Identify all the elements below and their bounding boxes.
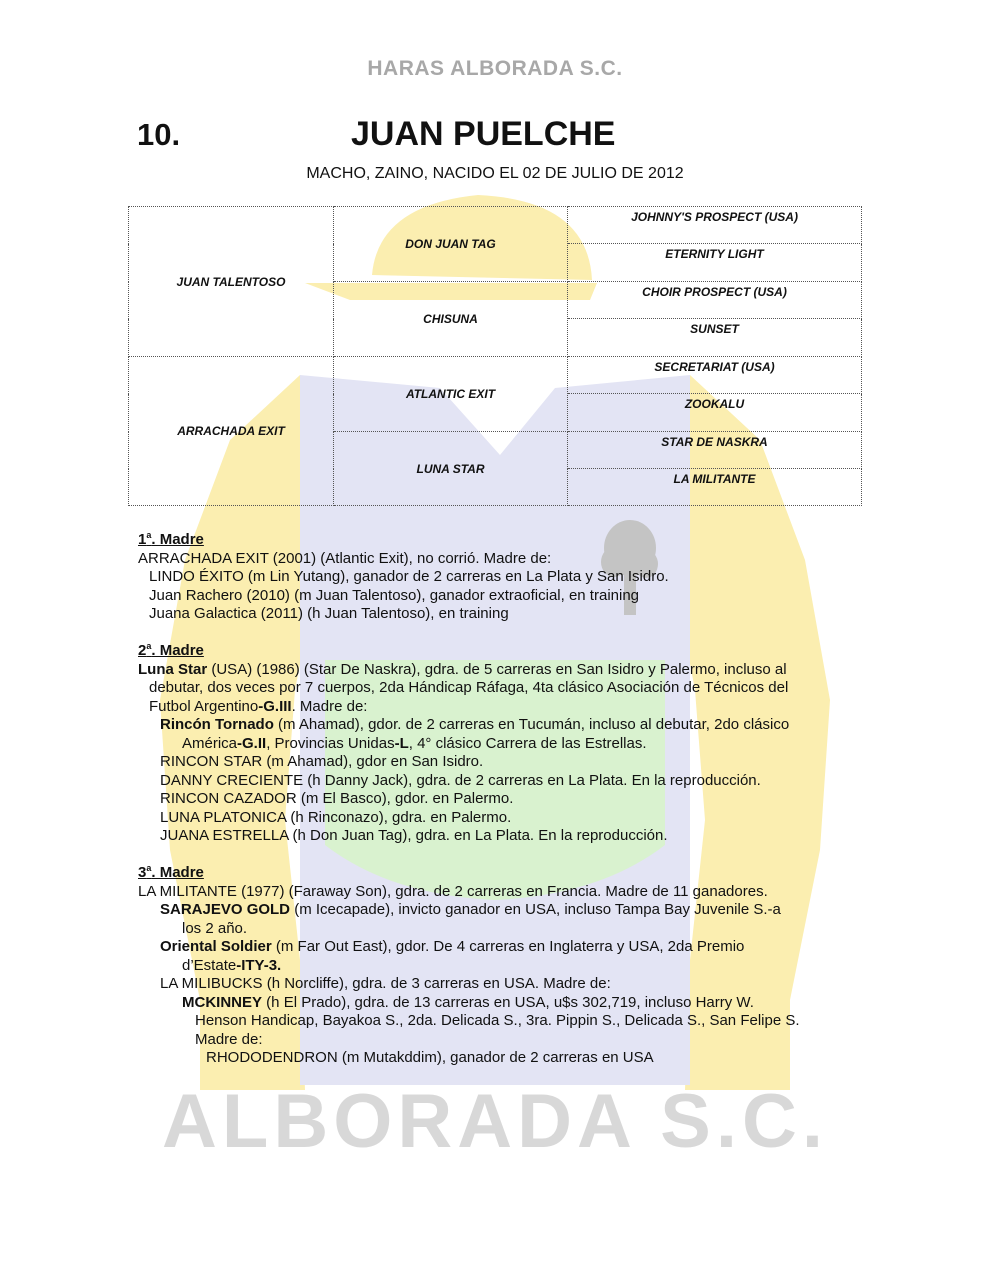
pedigree-dam-dam: LUNA STAR (334, 432, 568, 506)
pedigree-sire: JUAN TALENTOSO (129, 207, 334, 357)
list-item: DANNY CRECIENTE (h Danny Jack), gdra. de 2 carreras en La Plata. En la reproducción. (160, 771, 761, 789)
list-item: RHODODENDRON (m Mutakddim), ganador de 2 carreras en USA (206, 1049, 654, 1066)
horse-subtitle: MACHO, ZAINO, NACIDO EL 02 DE JULIO DE 2012 (306, 165, 684, 182)
section-title-madre-2: 2$^a$. Madre (138, 641, 204, 659)
pedigree-g3-cell: ETERNITY LIGHT (568, 244, 862, 282)
madre-2-intro-cont: debutar, dos veces por 7 cuerpos, 2da Hándicap Ráfaga, 4ta clásico Asociación de Técnicos del (149, 679, 789, 696)
list-item: RINCON CAZADOR (m El Basco), gdor. en Palermo. (160, 790, 514, 807)
pedigree-g3-cell: STAR DE NASKRA (568, 432, 862, 469)
pedigree-g3-cell: ZOOKALU (568, 394, 862, 432)
list-item-cont: Madre de: (195, 1030, 263, 1048)
section-title-madre-3: 3$^a$. Madre (138, 863, 204, 881)
lot-number: 10. (137, 117, 181, 152)
list-item-cont: d’Estate-ITY-3. (182, 956, 282, 974)
horse-name: JUAN PUELCHE (351, 115, 616, 153)
list-item: Rincón Tornado (m Ahamad), gdor. de 2 carreras en Tucumán, incluso al debutar, 2do clásico (160, 716, 790, 733)
section-title-madre-1: 1$^a$. Madre (138, 530, 204, 548)
madre-3-intro: LA MILITANTE (1977) (Faraway Son), gdra. de 2 carreras en Francia. Madre de 11 ganadores. (138, 882, 768, 900)
footer-logo-text: ALBORADA S.C. (162, 1079, 828, 1164)
list-item: Oriental Soldier (m Far Out East), gdor. De 4 carreras en Inglaterra y USA, 2da Premio (160, 938, 745, 955)
list-item: SARAJEVO GOLD (m Icecapade), invicto ganador en USA, incluso Tampa Bay Juvenile S.-a (160, 901, 781, 918)
pedigree-dam-sire: ATLANTIC EXIT (334, 357, 568, 432)
pedigree-table (128, 206, 862, 506)
list-item: JUANA ESTRELLA (h Don Juan Tag), gdra. en La Plata. En la reproducción. (160, 827, 668, 844)
list-item: LINDO ÉXITO (m Lin Yutang), ganador de 2 carreras en La Plata y San Isidro. (149, 568, 669, 585)
pedigree-dam: ARRACHADA EXIT (129, 357, 334, 506)
pedigree-g3-cell: JOHNNY'S PROSPECT (USA) (568, 207, 862, 244)
list-item-cont: América-G.II, Provincias Unidas-L, 4° clásico Carrera de las Estrellas. (182, 734, 647, 752)
produce-record (138, 531, 858, 1068)
list-item: LUNA PLATONICA (h Rinconazo), gdra. en Palermo. (160, 808, 512, 826)
list-item: RINCON STAR (m Ahamad), gdor en San Isidro. (160, 753, 484, 770)
madre-1-intro: ARRACHADA EXIT (2001) (Atlantic Exit), no corrió. Madre de: (138, 549, 552, 567)
list-item: LA MILIBUCKS (h Norcliffe), gdra. de 3 carreras en USA. Madre de: (160, 975, 611, 992)
list-item: MCKINNEY (h El Prado), gdra. de 13 carreras en USA, u$s 302,719, incluso Harry W. (182, 993, 754, 1011)
madre-2-intro-cont: Futbol Argentino-G.III. Madre de: (149, 697, 368, 715)
pedigree-g3-cell: SUNSET (568, 319, 862, 357)
pedigree-sire-sire: DON JUAN TAG (334, 207, 568, 282)
madre-2-intro: Luna Star (USA) (1986) (Star De Naskra), gdra. de 5 carreras en San Isidro y Palermo, incluso al (138, 660, 787, 678)
document-header: HARAS ALBORADA S.C. (367, 57, 623, 80)
pedigree-sire-dam: CHISUNA (334, 282, 568, 357)
list-item-cont: los 2 año. (182, 919, 248, 937)
pedigree-g3-cell: SECRETARIAT (USA) (568, 357, 862, 394)
list-item-cont: Henson Handicap, Bayakoa S., 2da. Delicada S., 3ra. Pippin S., Delicada S., San Felipe S. (195, 1012, 800, 1029)
pedigree-g3-cell: LA MILITANTE (568, 469, 862, 506)
pedigree-g3-cell: CHOIR PROSPECT (USA) (568, 282, 862, 319)
list-item: Juan Rachero (2010) (m Juan Talentoso), ganador extraoficial, en training (149, 586, 640, 604)
list-item: Juana Galactica (2011) (h Juan Talentoso), en training (149, 605, 509, 622)
